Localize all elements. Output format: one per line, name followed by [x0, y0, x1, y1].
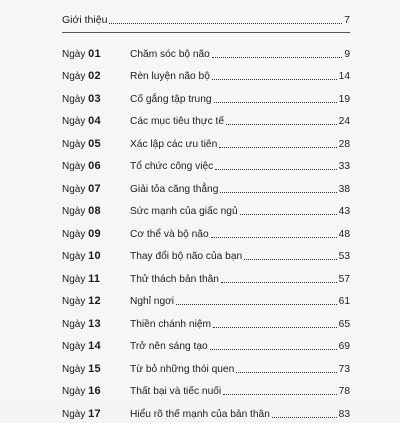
day-label: [62, 160, 130, 172]
toc-entry: [62, 333, 350, 356]
dot-leader: [214, 102, 337, 103]
intro-page-number: 7: [344, 14, 350, 26]
dot-leader: [215, 169, 336, 170]
toc-intro-row: [62, 10, 350, 26]
day-number: 01: [88, 47, 101, 60]
day-label: [62, 93, 130, 105]
chapter-title: Thay đổi bộ não của bạn: [130, 251, 243, 262]
chapter-title: Nghỉ ngơi: [130, 296, 175, 307]
toc-entry: [62, 175, 350, 198]
day-number: 15: [88, 362, 101, 375]
intro-title: Giới thiệu: [62, 14, 108, 26]
chapter-page-number: 53: [338, 251, 350, 262]
toc-entry: [62, 153, 350, 176]
chapter-page-number: 48: [338, 228, 350, 240]
dot-leader: [240, 214, 337, 215]
dot-leader: [219, 147, 336, 148]
day-number: 17: [88, 407, 101, 420]
day-word: Ngày: [62, 71, 86, 82]
chapter-page-number: 24: [338, 116, 350, 127]
chapter-page-number: 69: [338, 341, 350, 352]
day-number: 12: [88, 295, 101, 307]
toc-entry: [62, 85, 350, 108]
chapter-page-number: 73: [338, 363, 350, 375]
toc-entry: [62, 310, 350, 333]
chapter-page-number: 65: [338, 318, 350, 330]
dot-leader: [210, 349, 337, 350]
dot-leader: [176, 304, 337, 305]
day-word: Ngày: [62, 93, 86, 105]
day-label: [62, 318, 130, 330]
chapter-title: Trở nên sáng tạo: [130, 341, 208, 352]
day-number: 03: [88, 92, 101, 105]
day-word: Ngày: [62, 228, 86, 240]
day-word: Ngày: [62, 161, 86, 172]
chapter-page-number: 83: [338, 408, 350, 420]
day-word: Ngày: [62, 341, 86, 352]
chapter-title: Các mục tiêu thực tế: [130, 116, 225, 127]
chapter-page-number: 38: [338, 183, 350, 195]
day-label: [62, 273, 130, 285]
dot-leader: [211, 237, 337, 238]
chapter-page-number: 28: [338, 138, 350, 150]
day-label: [62, 115, 130, 127]
toc-entry: [62, 378, 350, 401]
toc-entry: [62, 198, 350, 221]
chapter-title: Chăm sóc bộ não: [130, 48, 210, 60]
day-number: 09: [88, 227, 101, 240]
day-label: [62, 340, 130, 352]
chapter-page-number: 43: [338, 206, 350, 217]
day-word: Ngày: [62, 138, 86, 150]
toc-entry: [62, 40, 350, 63]
day-word: Ngày: [62, 206, 86, 217]
day-word: Ngày: [62, 363, 86, 375]
day-word: Ngày: [62, 183, 86, 195]
day-label: [62, 408, 130, 420]
toc-entry: [62, 220, 350, 243]
chapter-page-number: 78: [338, 386, 350, 397]
day-word: Ngày: [62, 273, 86, 285]
day-number: 06: [88, 160, 101, 172]
day-word: Ngày: [62, 408, 86, 420]
chapter-title: Từ bỏ những thói quen: [130, 363, 235, 375]
chapter-page-number: 61: [338, 296, 350, 307]
dot-leader: [220, 192, 336, 193]
chapter-page-number: 33: [338, 161, 350, 172]
chapter-title: Tổ chức công việc: [130, 161, 214, 172]
chapter-title: Thử thách bản thân: [130, 273, 219, 285]
chapter-page-number: 14: [338, 71, 350, 82]
toc-entry: [62, 265, 350, 288]
day-word: Ngày: [62, 251, 86, 262]
day-word: Ngày: [62, 318, 86, 330]
day-word: Ngày: [62, 48, 86, 60]
day-label: [62, 205, 130, 217]
toc-entry: [62, 400, 350, 423]
chapter-title: Giải tỏa căng thẳng: [130, 183, 219, 195]
toc-entry: [62, 288, 350, 311]
chapter-title: Rèn luyện não bộ: [130, 71, 210, 82]
day-label: [62, 138, 130, 150]
chapter-title: Cố gắng tập trung: [130, 93, 212, 105]
dot-leader: [272, 417, 337, 418]
day-label: [62, 70, 130, 82]
day-number: 07: [88, 182, 101, 195]
dot-leader: [244, 259, 337, 260]
dot-leader: [212, 57, 342, 58]
day-label: [62, 295, 130, 307]
chapter-title: Hiểu rõ thế mạnh của bản thân: [130, 408, 270, 420]
day-word: Ngày: [62, 116, 86, 127]
day-word: Ngày: [62, 296, 86, 307]
day-number: 05: [88, 137, 101, 150]
chapter-title: Thiền chánh niệm: [130, 318, 211, 330]
toc-entry: [62, 63, 350, 86]
table-of-contents: [62, 40, 350, 423]
day-label: [62, 183, 130, 195]
day-label: [62, 363, 130, 375]
day-number: 13: [88, 317, 101, 330]
dot-leader: [212, 79, 337, 80]
day-label: [62, 385, 130, 397]
day-word: Ngày: [62, 386, 86, 397]
day-number: 14: [88, 340, 101, 352]
day-number: 11: [88, 272, 101, 285]
dot-leader: [213, 327, 337, 328]
chapter-page-number: 57: [338, 273, 350, 285]
chapter-page-number: 19: [338, 93, 350, 105]
day-number: 08: [88, 205, 101, 217]
day-label: [62, 228, 130, 240]
chapter-title: Xác lập các ưu tiên: [130, 138, 218, 150]
day-number: 16: [88, 385, 101, 397]
toc-entry: [62, 355, 350, 378]
day-number: 02: [88, 70, 101, 82]
day-label: [62, 250, 130, 262]
dot-leader: [221, 282, 337, 283]
dot-leader: [226, 124, 337, 125]
dot-leader: [109, 23, 342, 24]
toc-entry: [62, 243, 350, 266]
section-divider: [62, 32, 350, 33]
dot-leader: [223, 394, 336, 395]
chapter-title: Cơ thể và bộ não: [130, 228, 209, 240]
day-number: 04: [88, 115, 101, 127]
toc-entry: [62, 108, 350, 131]
day-label: [62, 48, 130, 60]
day-number: 10: [88, 250, 101, 262]
toc-entry: [62, 130, 350, 153]
dot-leader: [236, 372, 336, 373]
chapter-page-number: 9: [344, 48, 350, 60]
chapter-title: Sức mạnh của giấc ngủ: [130, 206, 238, 217]
chapter-title: Thất bại và tiếc nuối: [130, 386, 222, 397]
